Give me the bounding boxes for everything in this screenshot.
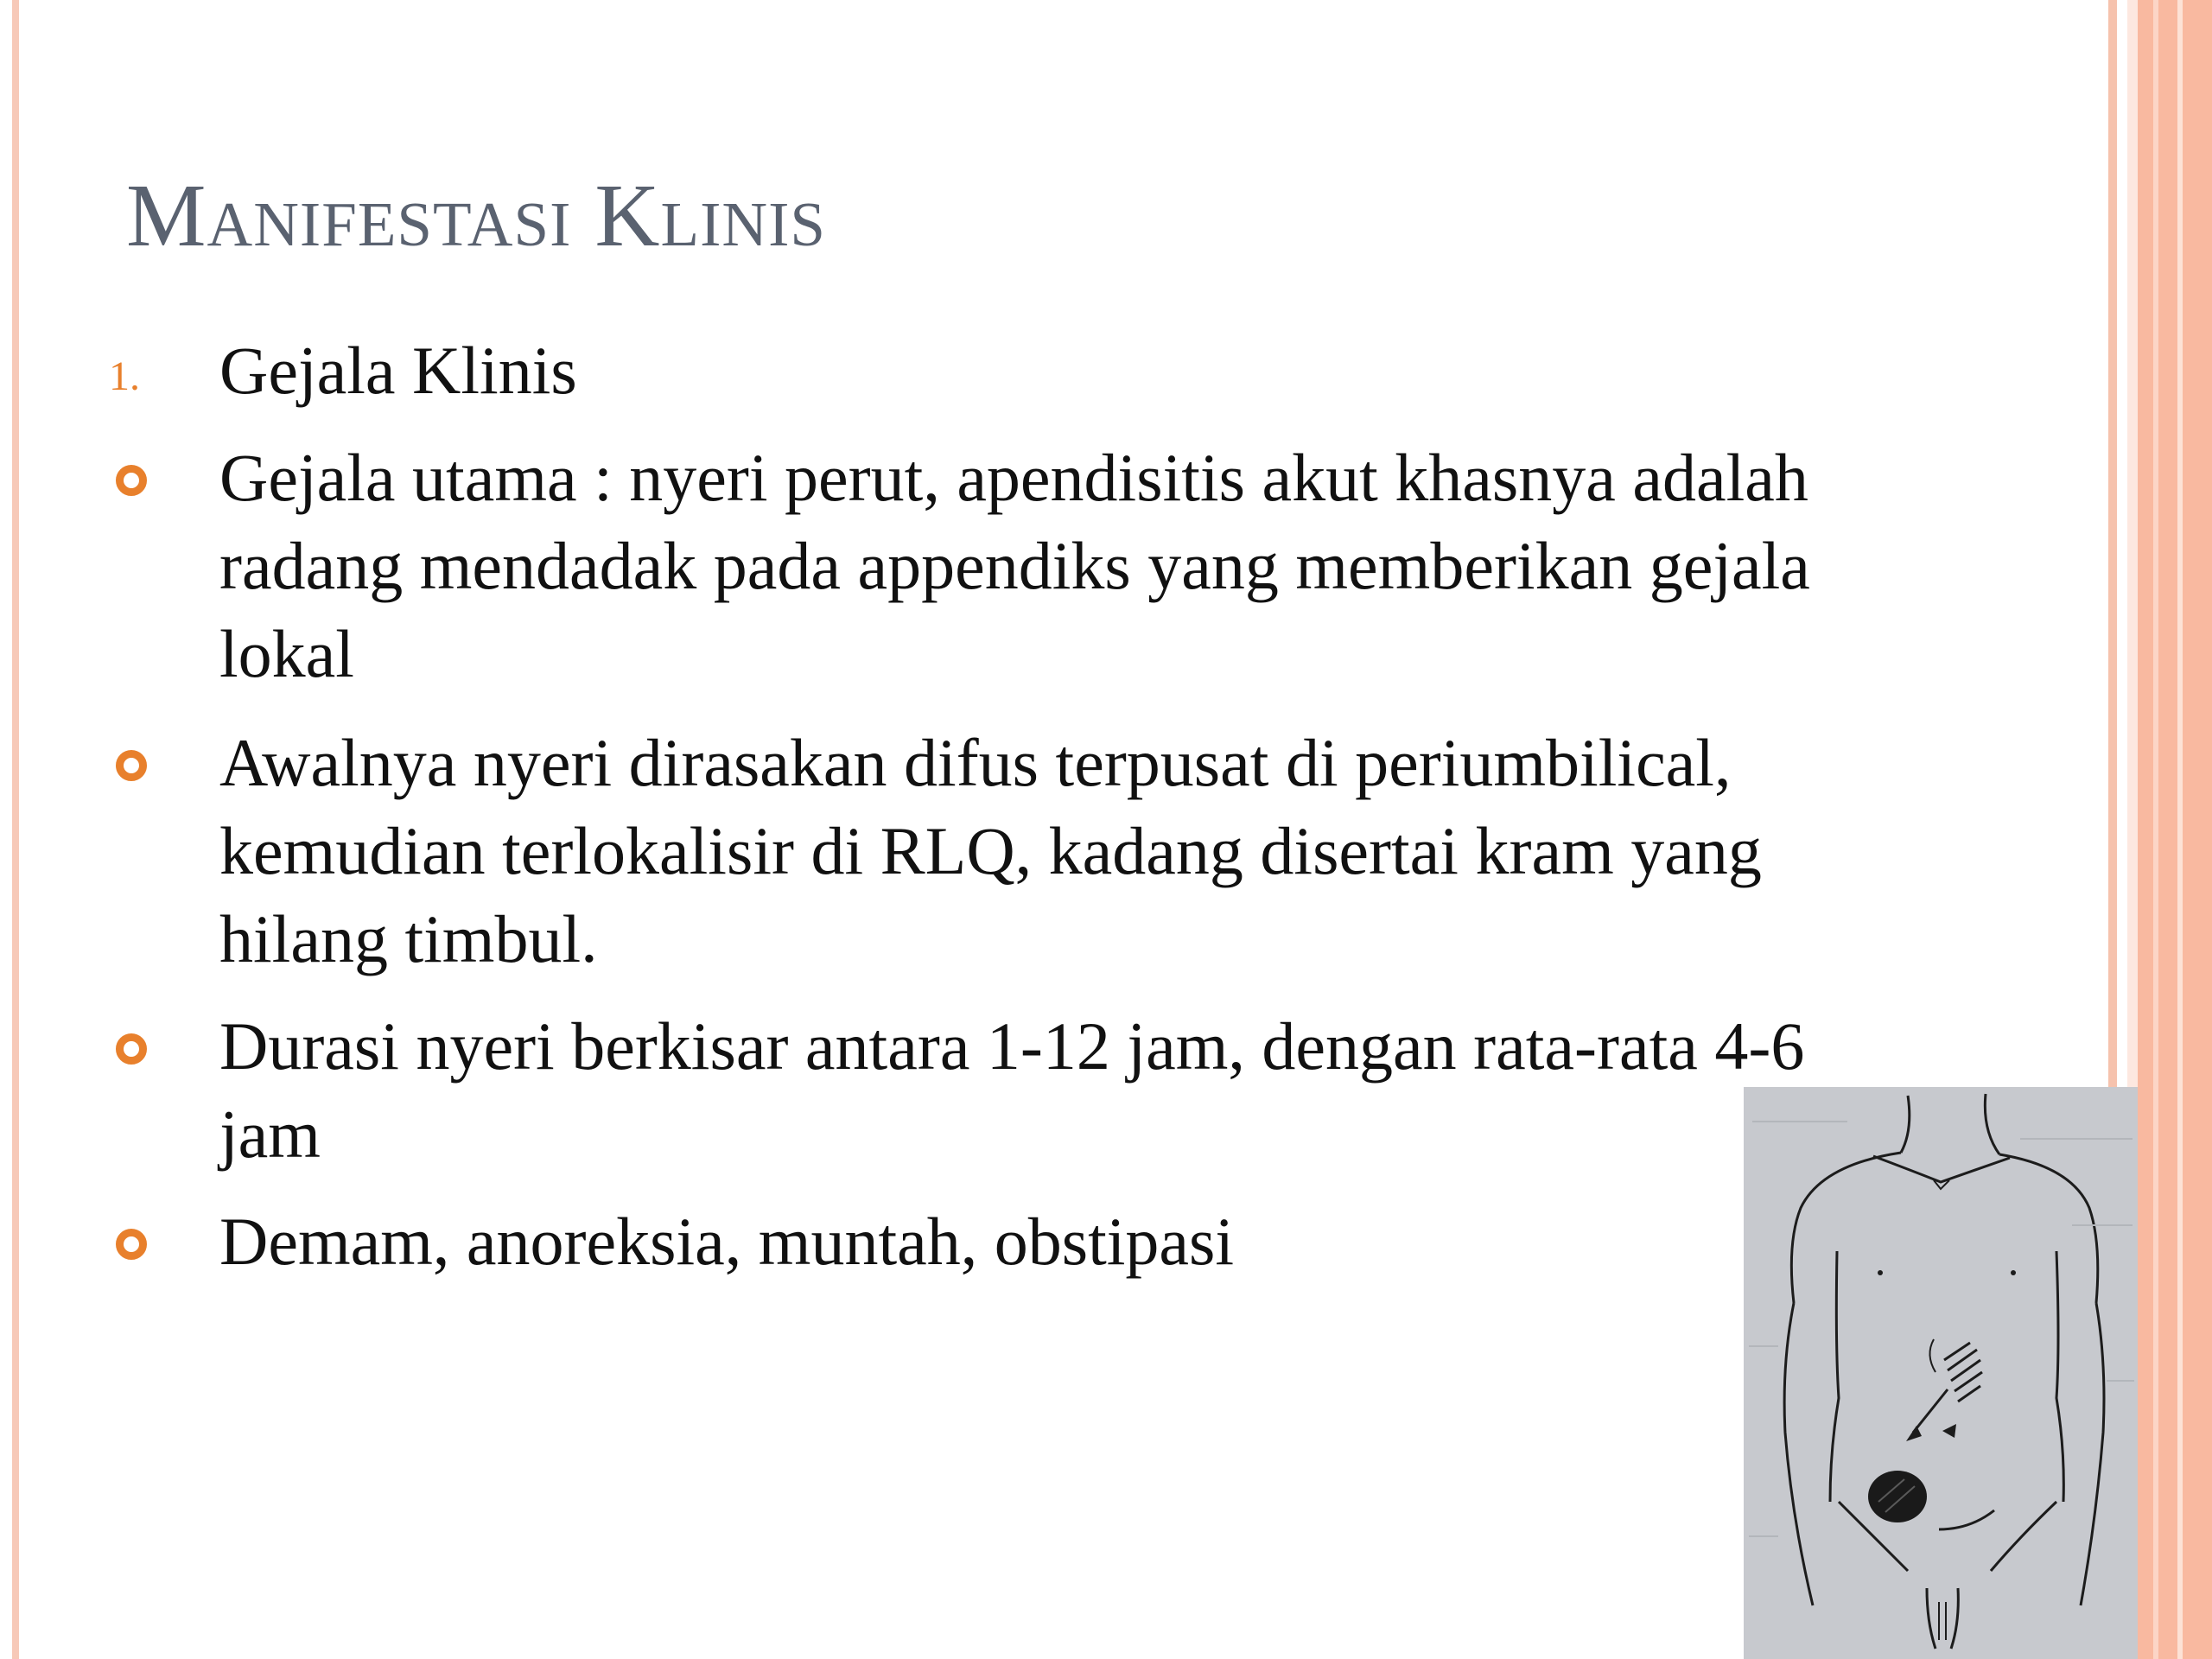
bullet-icon: [116, 465, 147, 496]
list-heading: Gejala Klinis: [219, 333, 577, 408]
bullet-icon: [116, 750, 147, 781]
bullet-icon: [116, 1033, 147, 1065]
bullet-item-4: Demam, anoreksia, muntah, obstipasi: [219, 1204, 1235, 1279]
bullet-item-2: Awalnya nyeri dirasakan difus terpusat di periumbilical, kemudian terlokalisir di RLQ, kadang disertai kram yang hilang timbul.: [219, 725, 1762, 976]
bullet-item-3: Durasi nyeri berkisar antara 1-12 jam, dengan rata-rata 4-6 jam: [219, 1008, 1805, 1172]
abdominal-pain-diagram-photo: [1744, 1087, 2138, 1659]
torso-sketch: [1744, 1087, 2138, 1659]
bullet-item-1: Gejala utama : nyeri perut, apendisitis akut khasnya adalah radang mendadak pada appendiks yang memberikan gejala lokal: [219, 440, 1810, 691]
bullet-icon: [116, 1229, 147, 1260]
slide-title: Manifestasi Klinis: [126, 166, 827, 265]
list-number: 1.: [109, 353, 140, 399]
